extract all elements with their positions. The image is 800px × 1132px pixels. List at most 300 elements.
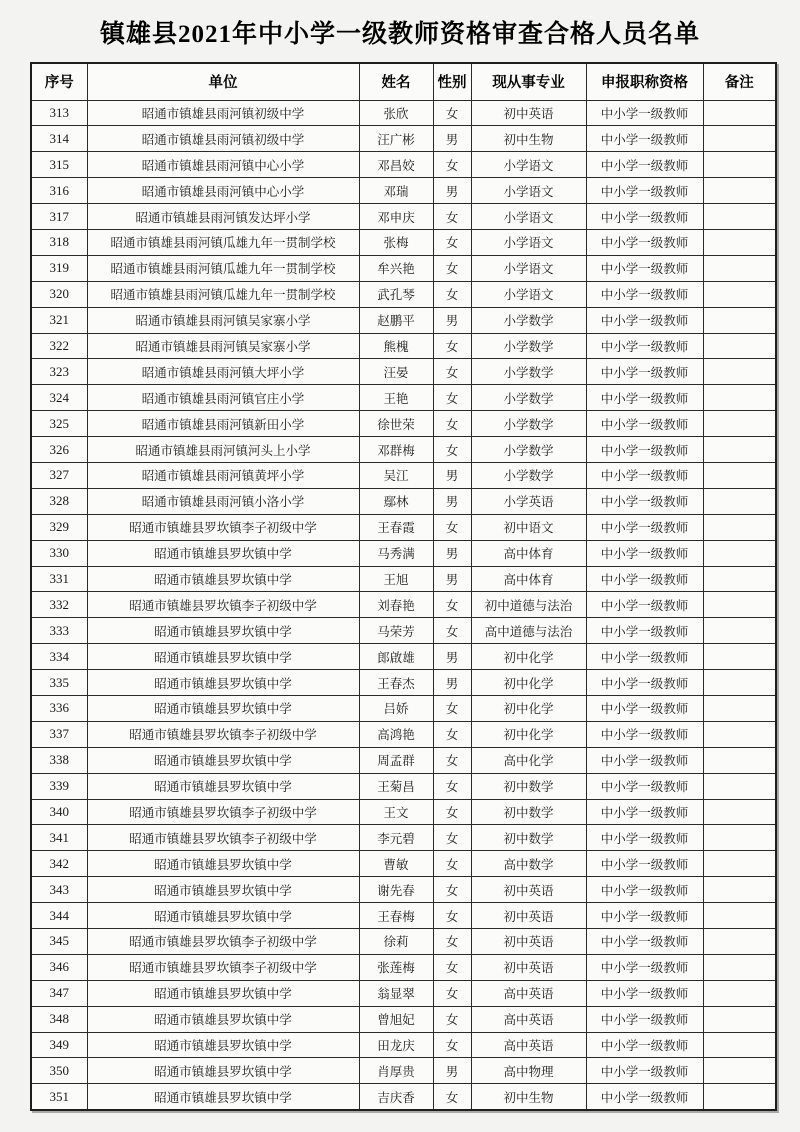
cell-name: 鄢林 xyxy=(359,488,433,514)
cell-unit: 昭通市镇雄县罗坎镇中学 xyxy=(87,644,359,670)
cell-serial: 347 xyxy=(31,980,87,1006)
cell-name: 王春杰 xyxy=(359,670,433,696)
table-row xyxy=(31,954,776,980)
cell-unit: 昭通市镇雄县罗坎镇中学 xyxy=(87,1058,359,1084)
cell-subject: 初中生物 xyxy=(471,126,586,152)
cell-gender: 女 xyxy=(433,929,471,955)
cell-name: 张梅 xyxy=(359,229,433,255)
cell-name: 曾旭妃 xyxy=(359,1006,433,1032)
cell-qualification: 中小学一级教师 xyxy=(586,281,703,307)
cell-gender: 女 xyxy=(433,359,471,385)
cell-name: 马荣芳 xyxy=(359,618,433,644)
table-row xyxy=(31,799,776,825)
cell-gender: 男 xyxy=(433,307,471,333)
cell-remark xyxy=(703,773,776,799)
cell-serial: 345 xyxy=(31,929,87,955)
cell-subject: 小学数学 xyxy=(471,385,586,411)
cell-serial: 320 xyxy=(31,281,87,307)
cell-serial: 335 xyxy=(31,670,87,696)
cell-name: 邓群梅 xyxy=(359,437,433,463)
cell-remark xyxy=(703,488,776,514)
cell-subject: 初中英语 xyxy=(471,877,586,903)
cell-remark xyxy=(703,229,776,255)
table-row xyxy=(31,255,776,281)
roster-table xyxy=(30,62,777,1111)
cell-remark xyxy=(703,437,776,463)
cell-subject: 小学数学 xyxy=(471,307,586,333)
cell-unit: 昭通市镇雄县罗坎镇中学 xyxy=(87,903,359,929)
cell-name: 武孔琴 xyxy=(359,281,433,307)
table-row xyxy=(31,204,776,230)
cell-gender: 女 xyxy=(433,877,471,903)
cell-subject: 小学数学 xyxy=(471,333,586,359)
cell-name: 高鸿艳 xyxy=(359,721,433,747)
cell-name: 王文 xyxy=(359,799,433,825)
cell-subject: 高中英语 xyxy=(471,1006,586,1032)
cell-gender: 女 xyxy=(433,980,471,1006)
cell-name: 王艳 xyxy=(359,385,433,411)
cell-subject: 小学语文 xyxy=(471,255,586,281)
cell-remark xyxy=(703,747,776,773)
cell-gender: 女 xyxy=(433,825,471,851)
cell-remark xyxy=(703,1006,776,1032)
cell-serial: 318 xyxy=(31,229,87,255)
table-body xyxy=(31,100,776,1110)
cell-gender: 男 xyxy=(433,1058,471,1084)
table-row xyxy=(31,307,776,333)
cell-unit: 昭通市镇雄县罗坎镇中学 xyxy=(87,1084,359,1110)
header-gender: 性别 xyxy=(433,63,471,100)
cell-unit: 昭通市镇雄县雨河镇河头上小学 xyxy=(87,437,359,463)
cell-gender: 男 xyxy=(433,488,471,514)
cell-unit: 昭通市镇雄县罗坎镇中学 xyxy=(87,773,359,799)
cell-remark xyxy=(703,618,776,644)
cell-subject: 初中语文 xyxy=(471,514,586,540)
cell-name: 谢先春 xyxy=(359,877,433,903)
cell-subject: 初中化学 xyxy=(471,695,586,721)
cell-qualification: 中小学一级教师 xyxy=(586,618,703,644)
cell-subject: 小学数学 xyxy=(471,359,586,385)
cell-qualification: 中小学一级教师 xyxy=(586,411,703,437)
cell-qualification: 中小学一级教师 xyxy=(586,929,703,955)
cell-subject: 初中数学 xyxy=(471,773,586,799)
cell-qualification: 中小学一级教师 xyxy=(586,437,703,463)
cell-subject: 初中英语 xyxy=(471,929,586,955)
cell-name: 牟兴艳 xyxy=(359,255,433,281)
cell-serial: 342 xyxy=(31,851,87,877)
cell-serial: 346 xyxy=(31,954,87,980)
cell-qualification: 中小学一级教师 xyxy=(586,670,703,696)
cell-serial: 334 xyxy=(31,644,87,670)
cell-qualification: 中小学一级教师 xyxy=(586,799,703,825)
cell-subject: 小学语文 xyxy=(471,229,586,255)
cell-subject: 小学数学 xyxy=(471,437,586,463)
cell-qualification: 中小学一级教师 xyxy=(586,488,703,514)
cell-serial: 331 xyxy=(31,566,87,592)
cell-unit: 昭通市镇雄县罗坎镇中学 xyxy=(87,1032,359,1058)
cell-gender: 女 xyxy=(433,1084,471,1110)
cell-name: 王春霞 xyxy=(359,514,433,540)
cell-serial: 338 xyxy=(31,747,87,773)
table-row xyxy=(31,1032,776,1058)
cell-subject: 小学语文 xyxy=(471,204,586,230)
cell-gender: 女 xyxy=(433,229,471,255)
cell-qualification: 中小学一级教师 xyxy=(586,229,703,255)
cell-name: 熊槐 xyxy=(359,333,433,359)
cell-qualification: 中小学一级教师 xyxy=(586,1058,703,1084)
cell-remark xyxy=(703,592,776,618)
cell-subject: 初中道德与法治 xyxy=(471,592,586,618)
cell-subject: 小学数学 xyxy=(471,462,586,488)
cell-subject: 高中道德与法治 xyxy=(471,618,586,644)
cell-serial: 326 xyxy=(31,437,87,463)
cell-qualification: 中小学一级教师 xyxy=(586,566,703,592)
table-row xyxy=(31,773,776,799)
cell-qualification: 中小学一级教师 xyxy=(586,540,703,566)
cell-serial: 324 xyxy=(31,385,87,411)
page-title: 镇雄县2021年中小学一级教师资格审查合格人员名单 xyxy=(99,21,700,48)
cell-serial: 337 xyxy=(31,721,87,747)
cell-unit: 昭通市镇雄县雨河镇小洛小学 xyxy=(87,488,359,514)
cell-unit: 昭通市镇雄县雨河镇吴家寨小学 xyxy=(87,307,359,333)
cell-remark xyxy=(703,1058,776,1084)
cell-remark xyxy=(703,333,776,359)
cell-gender: 女 xyxy=(433,333,471,359)
header-remark: 备注 xyxy=(703,63,776,100)
cell-qualification: 中小学一级教师 xyxy=(586,514,703,540)
cell-remark xyxy=(703,411,776,437)
cell-serial: 317 xyxy=(31,204,87,230)
cell-unit: 昭通市镇雄县罗坎镇中学 xyxy=(87,747,359,773)
cell-serial: 322 xyxy=(31,333,87,359)
table-row xyxy=(31,178,776,204)
cell-serial: 325 xyxy=(31,411,87,437)
cell-serial: 351 xyxy=(31,1084,87,1110)
cell-remark xyxy=(703,695,776,721)
cell-gender: 男 xyxy=(433,126,471,152)
cell-remark xyxy=(703,721,776,747)
cell-name: 赵鹏平 xyxy=(359,307,433,333)
cell-name: 马秀满 xyxy=(359,540,433,566)
cell-qualification: 中小学一级教师 xyxy=(586,204,703,230)
cell-unit: 昭通市镇雄县雨河镇瓜雄九年一贯制学校 xyxy=(87,281,359,307)
cell-gender: 女 xyxy=(433,1032,471,1058)
table-row xyxy=(31,929,776,955)
cell-name: 汪广彬 xyxy=(359,126,433,152)
cell-unit: 昭通市镇雄县罗坎镇中学 xyxy=(87,670,359,696)
cell-serial: 315 xyxy=(31,152,87,178)
cell-gender: 男 xyxy=(433,644,471,670)
cell-remark xyxy=(703,877,776,903)
cell-qualification: 中小学一级教师 xyxy=(586,1032,703,1058)
cell-name: 刘春艳 xyxy=(359,592,433,618)
table-row xyxy=(31,592,776,618)
table-row xyxy=(31,644,776,670)
table-row xyxy=(31,488,776,514)
cell-subject: 初中生物 xyxy=(471,1084,586,1110)
cell-gender: 男 xyxy=(433,540,471,566)
cell-serial: 328 xyxy=(31,488,87,514)
cell-unit: 昭通市镇雄县雨河镇新田小学 xyxy=(87,411,359,437)
cell-unit: 昭通市镇雄县雨河镇中心小学 xyxy=(87,178,359,204)
cell-serial: 329 xyxy=(31,514,87,540)
table-row xyxy=(31,903,776,929)
cell-unit: 昭通市镇雄县罗坎镇李子初级中学 xyxy=(87,514,359,540)
cell-qualification: 中小学一级教师 xyxy=(586,255,703,281)
cell-subject: 高中体育 xyxy=(471,540,586,566)
cell-remark xyxy=(703,1032,776,1058)
table-row xyxy=(31,152,776,178)
cell-remark xyxy=(703,670,776,696)
cell-qualification: 中小学一级教师 xyxy=(586,773,703,799)
cell-subject: 初中英语 xyxy=(471,100,586,126)
cell-name: 邓昌姣 xyxy=(359,152,433,178)
table-row xyxy=(31,540,776,566)
table-row xyxy=(31,333,776,359)
cell-subject: 小学语文 xyxy=(471,178,586,204)
cell-name: 张莲梅 xyxy=(359,954,433,980)
cell-qualification: 中小学一级教师 xyxy=(586,385,703,411)
table-row xyxy=(31,877,776,903)
cell-serial: 336 xyxy=(31,695,87,721)
cell-remark xyxy=(703,644,776,670)
cell-remark xyxy=(703,204,776,230)
table-row xyxy=(31,618,776,644)
table-row xyxy=(31,385,776,411)
cell-serial: 330 xyxy=(31,540,87,566)
cell-qualification: 中小学一级教师 xyxy=(586,333,703,359)
cell-remark xyxy=(703,566,776,592)
cell-unit: 昭通市镇雄县罗坎镇李子初级中学 xyxy=(87,799,359,825)
cell-gender: 女 xyxy=(433,204,471,230)
cell-unit: 昭通市镇雄县罗坎镇中学 xyxy=(87,877,359,903)
cell-remark xyxy=(703,929,776,955)
cell-gender: 女 xyxy=(433,799,471,825)
cell-subject: 初中数学 xyxy=(471,825,586,851)
cell-subject: 小学英语 xyxy=(471,488,586,514)
cell-gender: 女 xyxy=(433,954,471,980)
cell-subject: 高中数学 xyxy=(471,851,586,877)
table-row xyxy=(31,747,776,773)
cell-serial: 349 xyxy=(31,1032,87,1058)
cell-qualification: 中小学一级教师 xyxy=(586,644,703,670)
cell-subject: 高中英语 xyxy=(471,1032,586,1058)
cell-serial: 313 xyxy=(31,100,87,126)
cell-subject: 初中化学 xyxy=(471,721,586,747)
cell-gender: 男 xyxy=(433,670,471,696)
table-header xyxy=(31,63,776,100)
table-row xyxy=(31,281,776,307)
cell-subject: 初中化学 xyxy=(471,670,586,696)
cell-qualification: 中小学一级教师 xyxy=(586,462,703,488)
cell-remark xyxy=(703,307,776,333)
cell-unit: 昭通市镇雄县雨河镇大坪小学 xyxy=(87,359,359,385)
cell-qualification: 中小学一级教师 xyxy=(586,178,703,204)
cell-gender: 女 xyxy=(433,411,471,437)
cell-qualification: 中小学一级教师 xyxy=(586,126,703,152)
cell-remark xyxy=(703,359,776,385)
table-row xyxy=(31,721,776,747)
cell-unit: 昭通市镇雄县雨河镇瓜雄九年一贯制学校 xyxy=(87,255,359,281)
cell-unit: 昭通市镇雄县雨河镇官庄小学 xyxy=(87,385,359,411)
cell-remark xyxy=(703,385,776,411)
cell-qualification: 中小学一级教师 xyxy=(586,152,703,178)
cell-name: 徐世荣 xyxy=(359,411,433,437)
cell-name: 肖厚贵 xyxy=(359,1058,433,1084)
cell-qualification: 中小学一级教师 xyxy=(586,1006,703,1032)
cell-unit: 昭通市镇雄县雨河镇吴家寨小学 xyxy=(87,333,359,359)
cell-remark xyxy=(703,851,776,877)
cell-gender: 女 xyxy=(433,747,471,773)
cell-name: 王春梅 xyxy=(359,903,433,929)
cell-remark xyxy=(703,954,776,980)
cell-serial: 343 xyxy=(31,877,87,903)
table-row xyxy=(31,359,776,385)
cell-name: 邓申庆 xyxy=(359,204,433,230)
cell-qualification: 中小学一级教师 xyxy=(586,721,703,747)
cell-subject: 小学语文 xyxy=(471,281,586,307)
cell-gender: 男 xyxy=(433,462,471,488)
cell-remark xyxy=(703,1084,776,1110)
cell-serial: 314 xyxy=(31,126,87,152)
cell-name: 李元碧 xyxy=(359,825,433,851)
table-row xyxy=(31,1006,776,1032)
cell-qualification: 中小学一级教师 xyxy=(586,100,703,126)
cell-qualification: 中小学一级教师 xyxy=(586,980,703,1006)
cell-name: 汪晏 xyxy=(359,359,433,385)
cell-name: 邓瑞 xyxy=(359,178,433,204)
cell-unit: 昭通市镇雄县罗坎镇李子初级中学 xyxy=(87,825,359,851)
cell-unit: 昭通市镇雄县罗坎镇李子初级中学 xyxy=(87,721,359,747)
cell-remark xyxy=(703,514,776,540)
cell-gender: 女 xyxy=(433,851,471,877)
cell-serial: 341 xyxy=(31,825,87,851)
cell-subject: 高中英语 xyxy=(471,980,586,1006)
table-row xyxy=(31,437,776,463)
cell-serial: 316 xyxy=(31,178,87,204)
table-row xyxy=(31,670,776,696)
cell-remark xyxy=(703,126,776,152)
cell-name: 吉庆香 xyxy=(359,1084,433,1110)
cell-serial: 321 xyxy=(31,307,87,333)
cell-name: 周孟群 xyxy=(359,747,433,773)
cell-name: 郎啟雄 xyxy=(359,644,433,670)
cell-remark xyxy=(703,825,776,851)
header-unit: 单位 xyxy=(87,63,359,100)
cell-remark xyxy=(703,178,776,204)
cell-gender: 女 xyxy=(433,618,471,644)
cell-gender: 女 xyxy=(433,385,471,411)
cell-subject: 初中数学 xyxy=(471,799,586,825)
header-serial: 序号 xyxy=(31,63,87,100)
cell-name: 吕娇 xyxy=(359,695,433,721)
cell-unit: 昭通市镇雄县罗坎镇中学 xyxy=(87,1006,359,1032)
cell-unit: 昭通市镇雄县雨河镇初级中学 xyxy=(87,100,359,126)
cell-name: 田龙庆 xyxy=(359,1032,433,1058)
cell-unit: 昭通市镇雄县罗坎镇李子初级中学 xyxy=(87,592,359,618)
cell-remark xyxy=(703,281,776,307)
cell-subject: 初中化学 xyxy=(471,644,586,670)
cell-unit: 昭通市镇雄县雨河镇发达坪小学 xyxy=(87,204,359,230)
cell-unit: 昭通市镇雄县罗坎镇中学 xyxy=(87,540,359,566)
cell-subject: 高中化学 xyxy=(471,747,586,773)
table-row xyxy=(31,411,776,437)
cell-qualification: 中小学一级教师 xyxy=(586,825,703,851)
header-row xyxy=(31,63,776,100)
cell-remark xyxy=(703,799,776,825)
cell-qualification: 中小学一级教师 xyxy=(586,851,703,877)
table-row xyxy=(31,1058,776,1084)
cell-gender: 女 xyxy=(433,255,471,281)
table-row xyxy=(31,514,776,540)
cell-serial: 323 xyxy=(31,359,87,385)
cell-unit: 昭通市镇雄县雨河镇瓜雄九年一贯制学校 xyxy=(87,229,359,255)
cell-unit: 昭通市镇雄县罗坎镇中学 xyxy=(87,566,359,592)
cell-gender: 女 xyxy=(433,773,471,799)
table-row xyxy=(31,126,776,152)
cell-gender: 女 xyxy=(433,437,471,463)
cell-unit: 昭通市镇雄县罗坎镇中学 xyxy=(87,851,359,877)
cell-unit: 昭通市镇雄县雨河镇初级中学 xyxy=(87,126,359,152)
cell-gender: 女 xyxy=(433,100,471,126)
cell-qualification: 中小学一级教师 xyxy=(586,877,703,903)
cell-name: 张欣 xyxy=(359,100,433,126)
cell-qualification: 中小学一级教师 xyxy=(586,359,703,385)
cell-qualification: 中小学一级教师 xyxy=(586,954,703,980)
cell-unit: 昭通市镇雄县罗坎镇李子初级中学 xyxy=(87,929,359,955)
cell-serial: 348 xyxy=(31,1006,87,1032)
cell-name: 王菊昌 xyxy=(359,773,433,799)
cell-qualification: 中小学一级教师 xyxy=(586,1084,703,1110)
cell-serial: 350 xyxy=(31,1058,87,1084)
cell-qualification: 中小学一级教师 xyxy=(586,747,703,773)
cell-gender: 女 xyxy=(433,152,471,178)
cell-gender: 男 xyxy=(433,566,471,592)
cell-name: 曹敏 xyxy=(359,851,433,877)
table-row xyxy=(31,229,776,255)
cell-qualification: 中小学一级教师 xyxy=(586,592,703,618)
cell-gender: 女 xyxy=(433,1006,471,1032)
cell-gender: 女 xyxy=(433,695,471,721)
table-row xyxy=(31,462,776,488)
cell-gender: 女 xyxy=(433,903,471,929)
cell-serial: 333 xyxy=(31,618,87,644)
cell-serial: 344 xyxy=(31,903,87,929)
cell-qualification: 中小学一级教师 xyxy=(586,695,703,721)
cell-gender: 女 xyxy=(433,721,471,747)
cell-gender: 女 xyxy=(433,592,471,618)
cell-gender: 女 xyxy=(433,281,471,307)
cell-remark xyxy=(703,255,776,281)
cell-name: 吴江 xyxy=(359,462,433,488)
cell-remark xyxy=(703,540,776,566)
cell-name: 徐莉 xyxy=(359,929,433,955)
header-subject: 现从事专业 xyxy=(471,63,586,100)
table-row xyxy=(31,825,776,851)
cell-subject: 初中英语 xyxy=(471,954,586,980)
cell-serial: 332 xyxy=(31,592,87,618)
cell-subject: 高中物理 xyxy=(471,1058,586,1084)
cell-unit: 昭通市镇雄县罗坎镇中学 xyxy=(87,695,359,721)
table-row xyxy=(31,980,776,1006)
cell-gender: 女 xyxy=(433,514,471,540)
table-row xyxy=(31,566,776,592)
cell-gender: 男 xyxy=(433,178,471,204)
cell-unit: 昭通市镇雄县罗坎镇中学 xyxy=(87,980,359,1006)
cell-remark xyxy=(703,152,776,178)
cell-subject: 初中英语 xyxy=(471,903,586,929)
cell-subject: 小学数学 xyxy=(471,411,586,437)
